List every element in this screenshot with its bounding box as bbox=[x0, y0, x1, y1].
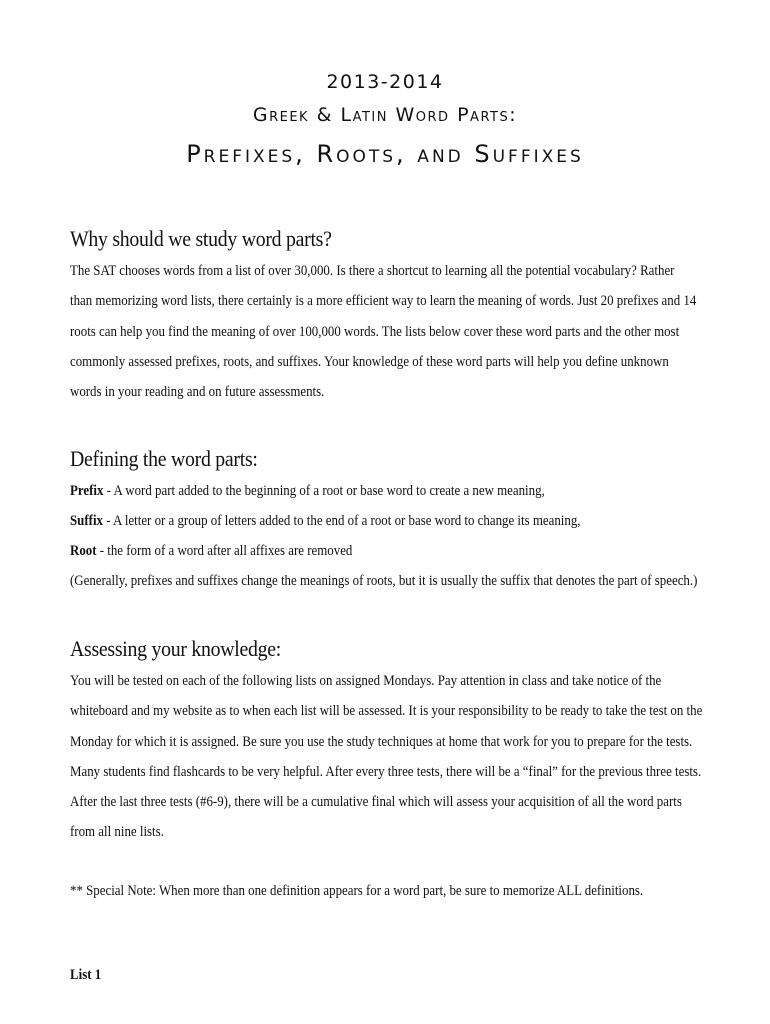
definition-item bbox=[70, 506, 655, 536]
special-note: ** Special Note: When more than one definition appears for a word part, be sure to memorize ALL definitions. bbox=[70, 882, 644, 899]
definition-item bbox=[70, 536, 655, 566]
why-line: words in your reading and on future assessments. bbox=[70, 384, 325, 401]
definition-text: - A letter or a group of letters added to the end of a root or base word to change its meaning, bbox=[102, 513, 581, 529]
why-line: than memorizing word lists, there certainly is a more efficient way to learn the meaning of words. Just 20 prefixes and 14 bbox=[70, 293, 697, 310]
defining-section bbox=[70, 444, 750, 596]
assessing-line: Many students find flashcards to be very helpful. After every three tests, there will be a “final” for the previous three tests. bbox=[70, 763, 702, 780]
definition-note: (Generally, prefixes and suffixes change the meanings of roots, but it is usually the suffix that denotes the part of speech.) bbox=[70, 573, 698, 589]
title-year: 2013-2014 bbox=[326, 71, 444, 93]
assessing-paragraph bbox=[70, 666, 703, 848]
assessing-line: whiteboard and my website as to when each list will be assessed. It is your responsibility to be ready to take the test on the bbox=[70, 703, 703, 720]
title-subtitle: Greek & Latin Word Parts: bbox=[252, 104, 518, 126]
definition-item bbox=[70, 476, 655, 506]
definition-text: - the form of a word after all affixes are removed bbox=[96, 543, 353, 559]
list-label: List 1 bbox=[70, 967, 102, 983]
definition-text: - A word part added to the beginning of a root or base word to create a new meaning, bbox=[103, 483, 545, 499]
definition-term: Root bbox=[70, 543, 97, 559]
assessing-line: You will be tested on each of the following lists on assigned Mondays. Pay attention in class and take notice of the bbox=[70, 673, 662, 689]
why-line: roots can help you find the meaning of over 100,000 words. The lists below cover these word parts and the other most bbox=[70, 323, 680, 340]
assessing-section bbox=[70, 634, 750, 906]
why-heading: Why should we study word parts? bbox=[70, 226, 332, 251]
why-section bbox=[70, 224, 750, 407]
assessing-heading: Assessing your knowledge: bbox=[70, 636, 282, 661]
why-line: The SAT chooses words from a list of over 30,000. Is there a shortcut to learning all the potential vocabulary? Rather bbox=[70, 263, 675, 279]
list-section bbox=[70, 960, 750, 990]
assessing-line: After the last three tests (#6-9), there will be a cumulative final which will assess your acquisition of all the word parts bbox=[70, 794, 682, 811]
title-block bbox=[0, 66, 770, 176]
why-line: commonly assessed prefixes, roots, and suffixes. Your knowledge of these word parts will help you define unknown bbox=[70, 353, 669, 370]
assessing-line: Monday for which it is assigned. Be sure you use the study techniques at home that work for you to prepare for the tests. bbox=[70, 733, 693, 750]
definition-term: Suffix bbox=[70, 513, 103, 529]
assessing-line: from all nine lists. bbox=[70, 824, 164, 841]
title-main: Prefixes, Roots, and Suffixes bbox=[186, 140, 584, 168]
why-paragraph bbox=[70, 256, 697, 407]
definitions-list bbox=[70, 476, 750, 596]
definition-term: Prefix bbox=[70, 483, 104, 499]
defining-heading: Defining the word parts: bbox=[70, 446, 258, 471]
